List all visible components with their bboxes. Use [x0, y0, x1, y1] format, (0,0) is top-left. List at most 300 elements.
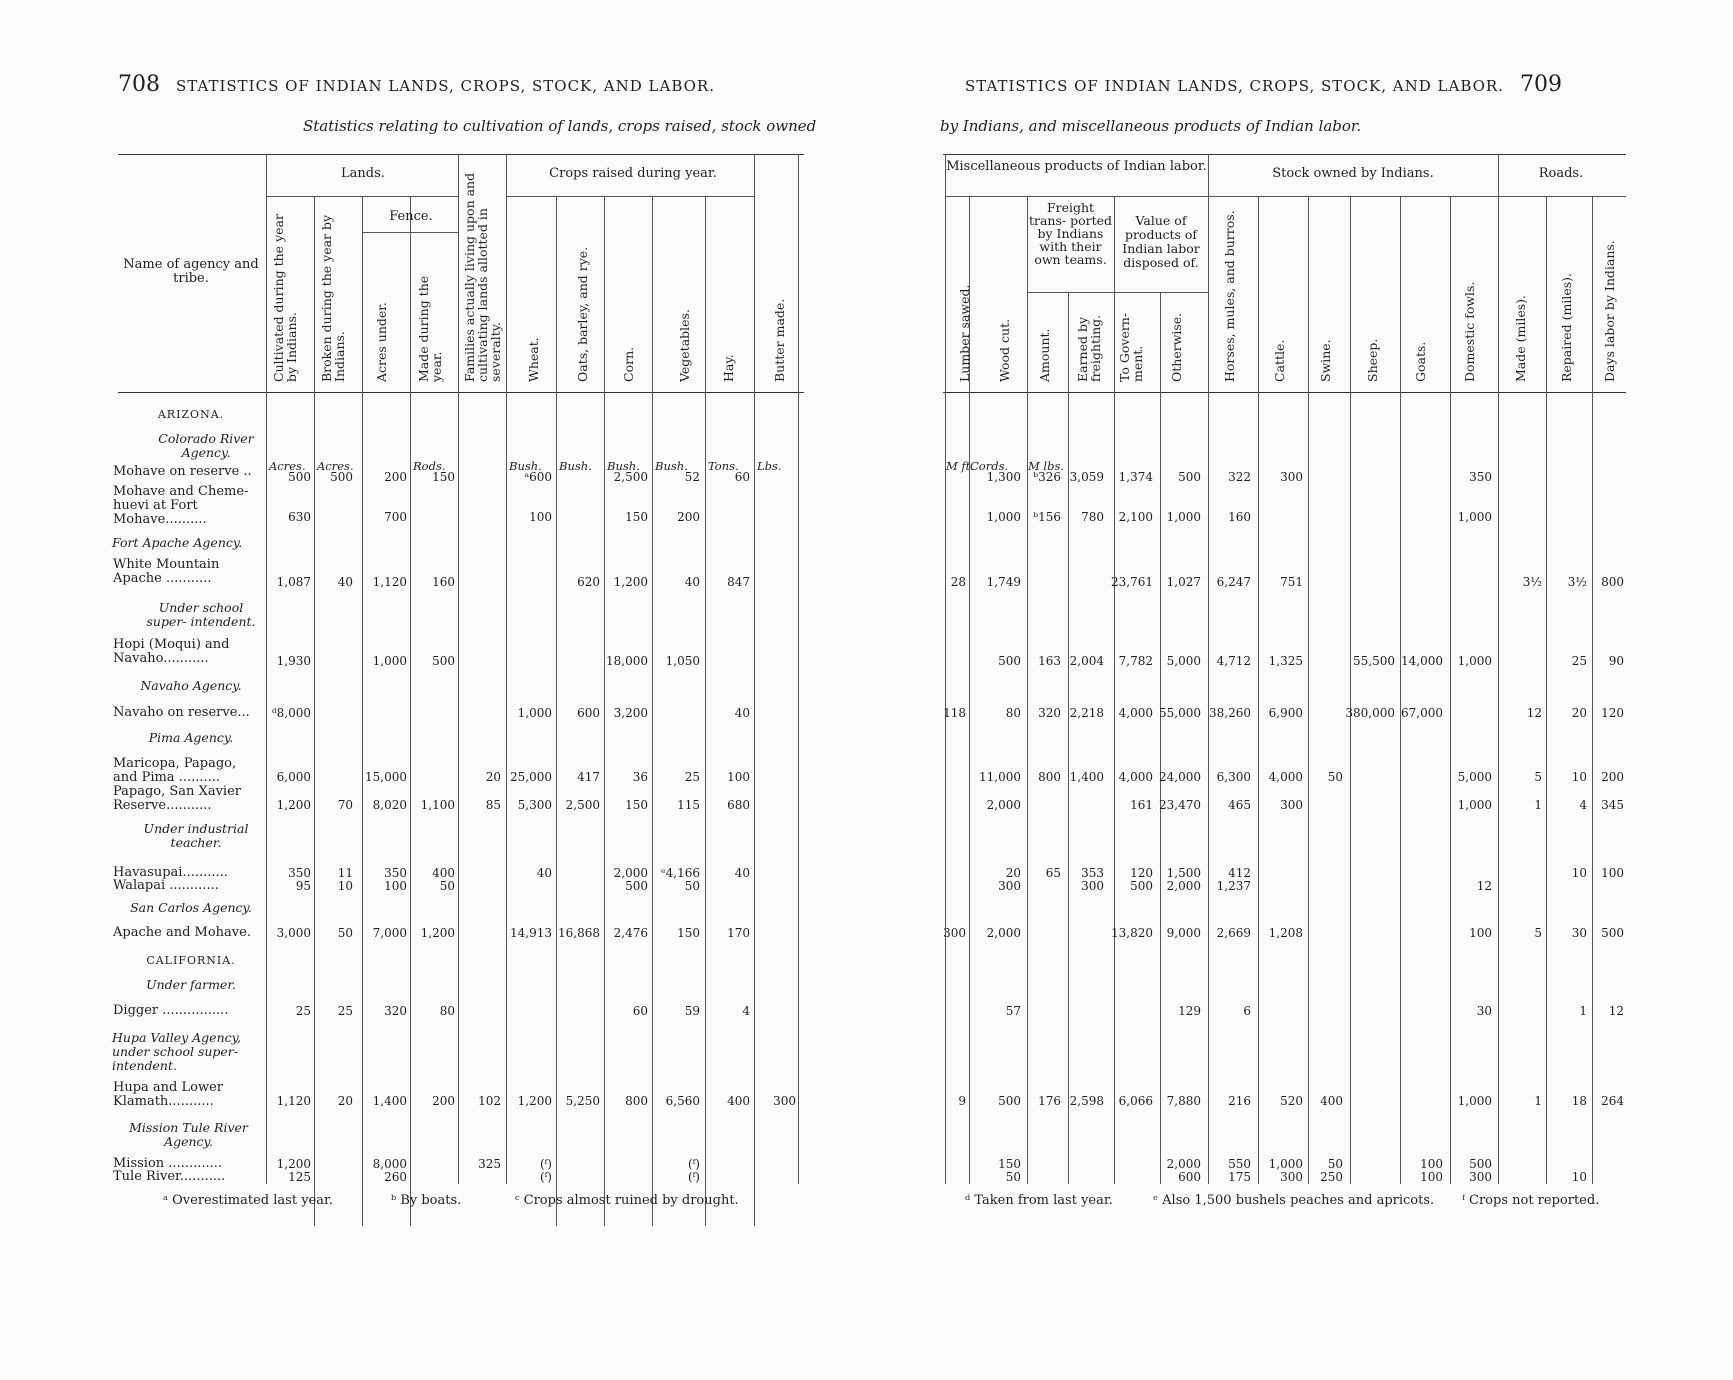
cell-value: 14,913: [510, 926, 552, 940]
cell-value: 118: [943, 706, 966, 720]
header-divider: [506, 196, 754, 197]
cell-value: 500: [330, 470, 353, 484]
cell-value: 5,300: [517, 798, 552, 812]
col-divider: [1027, 196, 1028, 1184]
cell-value: 1,120: [372, 575, 407, 589]
cell-value: 200: [432, 1094, 455, 1108]
cell-value: ᵉ4,166: [661, 866, 700, 880]
name-column-header: Name of agency and tribe.: [123, 257, 259, 286]
cell-value: 520: [1280, 1094, 1303, 1108]
cell-value: 300: [773, 1094, 796, 1108]
cell-value: 6,560: [665, 1094, 700, 1108]
col-broken: Broken during the year by Indians.: [319, 214, 347, 382]
cell-value: 2,000: [1166, 879, 1201, 893]
cell-value: 59: [684, 1004, 700, 1018]
cell-value: 216: [1228, 1094, 1251, 1108]
cell-value: 1,000: [372, 654, 407, 668]
cell-value: 11,000: [979, 770, 1021, 784]
cell-value: 14,000: [1401, 654, 1443, 668]
cell-value: 13,820: [1111, 926, 1153, 940]
cell-value: 40: [734, 706, 750, 720]
col-to-gov: To Govern- ment.: [1117, 312, 1145, 382]
col-divider: [1350, 196, 1351, 1184]
col-days-labor: Days labor by Indians.: [1602, 240, 1617, 382]
col-swine: Swine.: [1318, 339, 1333, 382]
cell-value: (ᶠ): [687, 1157, 700, 1171]
cell-value: 320: [1038, 706, 1061, 720]
cell-value: 350: [288, 866, 311, 880]
cell-value: 200: [384, 470, 407, 484]
cell-value: 1,000: [1457, 510, 1492, 524]
cell-value: 50: [439, 879, 455, 893]
cell-value: 4: [742, 1004, 750, 1018]
cell-value: (ᶠ): [539, 1170, 552, 1184]
cell-value: 150: [625, 798, 648, 812]
cell-value: 150: [677, 926, 700, 940]
cell-value: 1,200: [613, 575, 648, 589]
col-made-miles: Made (miles).: [1513, 294, 1528, 382]
cell-value: 129: [1178, 1004, 1201, 1018]
cell-value: 500: [1130, 879, 1153, 893]
cell-value: 264: [1601, 1094, 1624, 1108]
cell-value: 1,300: [986, 470, 1021, 484]
left-page-number: 708: [118, 72, 160, 97]
cell-value: 5,000: [1166, 654, 1201, 668]
col-divider: [1308, 196, 1309, 1184]
cell-value: 10: [1571, 1170, 1587, 1184]
cell-value: 15,000: [365, 770, 407, 784]
cell-value: 412: [1228, 866, 1251, 880]
cell-value: 5,000: [1457, 770, 1492, 784]
cell-value: 751: [1280, 575, 1303, 589]
cell-value: 353: [1081, 866, 1104, 880]
cell-value: 1,000: [1166, 510, 1201, 524]
section-under-farmer: Under farmer.: [146, 977, 236, 992]
roads-header: Roads.: [1538, 166, 1584, 181]
cell-value: 1,200: [276, 798, 311, 812]
unit-label: Bush.: [509, 459, 542, 473]
col-divider: [604, 196, 605, 1226]
unit-label: Lbs.: [757, 459, 782, 473]
cell-value: 50: [684, 879, 700, 893]
cell-value: 80: [439, 1004, 455, 1018]
row-name: Mohave and Cheme- huevi at Fort Mohave..........: [113, 484, 249, 527]
cell-value: ᵃ600: [524, 470, 552, 484]
cell-value: 175: [1228, 1170, 1251, 1184]
cell-value: 500: [998, 1094, 1021, 1108]
cell-value: 250: [1320, 1170, 1343, 1184]
cell-value: 18,000: [606, 654, 648, 668]
col-divider: [754, 196, 755, 1226]
col-hay: Hay.: [721, 354, 736, 382]
cell-value: 320: [384, 1004, 407, 1018]
col-made-fence: Made during the year.: [416, 275, 444, 382]
cell-value: 620: [577, 575, 600, 589]
section-hupa-valley: Hupa Valley Agency, under school super- intendent.: [112, 1030, 241, 1073]
cell-value: 30: [1476, 1004, 1492, 1018]
cell-value: 417: [577, 770, 600, 784]
cell-value: 1,500: [1166, 866, 1201, 880]
cell-value: 630: [288, 510, 311, 524]
col-divider: [266, 154, 267, 1184]
unit-label: Bush.: [655, 459, 688, 473]
cell-value: 7,880: [1166, 1094, 1201, 1108]
cell-value: 600: [1178, 1170, 1201, 1184]
cell-value: 380,000: [1345, 706, 1395, 720]
cell-value: 1,400: [1069, 770, 1104, 784]
cell-value: (ᶠ): [539, 1157, 552, 1171]
cell-value: 115: [677, 798, 700, 812]
cell-value: 1,400: [372, 1094, 407, 1108]
cell-value: 11: [337, 866, 353, 880]
cell-value: 160: [432, 575, 455, 589]
cell-value: 40: [684, 575, 700, 589]
cell-value: 25: [684, 770, 700, 784]
fence-header: Fence.: [389, 209, 433, 224]
cell-value: 36: [632, 770, 648, 784]
section-colorado-river: Colorado River Agency.: [158, 431, 254, 460]
cell-value: 1,050: [665, 654, 700, 668]
col-divider: [705, 196, 706, 1226]
cell-value: 1,000: [517, 706, 552, 720]
row-name: White Mountain Apache ...........: [113, 557, 220, 586]
row-name: Havasupai...........: [113, 865, 228, 880]
cell-value: 6,000: [276, 770, 311, 784]
cell-value: 6,066: [1118, 1094, 1153, 1108]
col-cultivated: Cultivated during the year by Indians.: [271, 214, 299, 382]
col-divider: [1160, 292, 1161, 1184]
section-industrial: Under industrial teacher.: [143, 821, 249, 850]
col-cattle: Cattle.: [1272, 339, 1287, 382]
footnote-e: ᵉ Also 1,500 bushels peaches and apricots.: [1153, 1193, 1435, 1208]
cell-value: 120: [1130, 866, 1153, 880]
cell-value: 1,000: [1457, 654, 1492, 668]
row-name: Digger ................: [113, 1003, 229, 1018]
cell-value: 3½: [1522, 575, 1542, 589]
section-arizona: ARIZONA.: [157, 408, 225, 421]
cell-value: 4,000: [1118, 706, 1153, 720]
cell-value: 20: [1005, 866, 1021, 880]
cell-value: 260: [384, 1170, 407, 1184]
col-fowls: Domestic fowls.: [1462, 281, 1477, 382]
col-divider: [556, 196, 557, 1226]
cell-value: 55,500: [1353, 654, 1395, 668]
cell-value: 6,300: [1216, 770, 1251, 784]
cell-value: ᵈ8,000: [271, 706, 311, 720]
cell-value: 2,598: [1069, 1094, 1104, 1108]
row-name: Hupa and Lower Klamath...........: [113, 1080, 223, 1109]
cell-value: 300: [1469, 1170, 1492, 1184]
cell-value: 10: [337, 879, 353, 893]
section-pima: Pima Agency.: [148, 730, 234, 745]
cell-value: 6,247: [1216, 575, 1251, 589]
cell-value: 40: [536, 866, 552, 880]
right-header-bottom-rule: [943, 392, 1626, 393]
cell-value: 20: [485, 770, 501, 784]
cell-value: 100: [384, 879, 407, 893]
cell-value: 50: [1005, 1170, 1021, 1184]
col-divider: [458, 154, 459, 1184]
unit-label: Acres.: [269, 459, 306, 473]
cell-value: 50: [337, 926, 353, 940]
left-page-title: STATISTICS OF INDIAN LANDS, CROPS, STOCK, AND LABOR.: [176, 77, 715, 95]
cell-value: 1,000: [1268, 1157, 1303, 1171]
cell-value: 12: [1476, 879, 1492, 893]
cell-value: 847: [727, 575, 750, 589]
cell-value: 3,059: [1069, 470, 1104, 484]
col-butter: Butter made.: [772, 298, 787, 382]
unit-label: Rods.: [413, 459, 446, 473]
cell-value: 120: [1601, 706, 1624, 720]
cell-value: 5: [1534, 770, 1542, 784]
cell-value: 1,000: [986, 510, 1021, 524]
cell-value: 1,930: [276, 654, 311, 668]
left-page-header: [118, 72, 715, 97]
cell-value: 25,000: [510, 770, 552, 784]
cell-value: 10: [1571, 866, 1587, 880]
footnote-d: ᵈ Taken from last year.: [965, 1193, 1113, 1208]
col-divider: [1400, 196, 1401, 1184]
cell-value: 500: [1601, 926, 1624, 940]
cell-value: 200: [1601, 770, 1624, 784]
cell-value: 23,470: [1159, 798, 1201, 812]
cell-value: 80: [1005, 706, 1021, 720]
cell-value: 5: [1534, 926, 1542, 940]
col-divider: [1114, 196, 1115, 1184]
unit-label: M lbs.: [1028, 459, 1065, 473]
col-oats: Oats, barley, and rye.: [575, 246, 590, 382]
col-divider: [1258, 196, 1259, 1184]
cell-value: 800: [1601, 575, 1624, 589]
left-top-rule: [118, 154, 804, 155]
unit-label: Tons.: [708, 459, 739, 473]
col-divider: [1068, 292, 1069, 1184]
col-otherwise: Otherwise.: [1169, 312, 1184, 382]
unit-label: Bush.: [559, 459, 592, 473]
cell-value: 500: [288, 470, 311, 484]
cell-value: 160: [1228, 510, 1251, 524]
col-amount: Amount.: [1037, 328, 1052, 382]
cell-value: 5,250: [565, 1094, 600, 1108]
cell-value: 8,000: [372, 1157, 407, 1171]
cell-value: 28: [950, 575, 966, 589]
cell-value: 1,374: [1118, 470, 1153, 484]
misc-products-header: Miscellaneous products of Indian labor.: [946, 159, 1207, 174]
col-divider: [314, 196, 315, 1226]
cell-value: 1,200: [517, 1094, 552, 1108]
cell-value: 12: [1608, 1004, 1624, 1018]
unit-label: Cords.: [970, 459, 1009, 473]
row-name: Mohave on reserve ..: [113, 464, 252, 479]
section-san-carlos: San Carlos Agency.: [130, 900, 252, 915]
cell-value: 1,325: [1268, 654, 1303, 668]
col-divider: [798, 154, 799, 1184]
cell-value: 400: [1320, 1094, 1343, 1108]
col-divider: [1450, 196, 1451, 1184]
col-divider: [1208, 196, 1209, 1184]
section-school-supt: Under school super- intendent.: [146, 600, 256, 629]
cell-value: 100: [1601, 866, 1624, 880]
cell-value: 2,000: [613, 866, 648, 880]
cell-value: 100: [529, 510, 552, 524]
cell-value: 325: [478, 1157, 501, 1171]
cell-value: 2,100: [1118, 510, 1153, 524]
cell-value: 125: [288, 1170, 311, 1184]
cell-value: 9,000: [1166, 926, 1201, 940]
cell-value: 300: [1280, 1170, 1303, 1184]
cell-value: 2,476: [613, 926, 648, 940]
cell-value: 85: [485, 798, 501, 812]
cell-value: 500: [1469, 1157, 1492, 1171]
section-fort-apache: Fort Apache Agency.: [112, 535, 243, 550]
row-name: Mission .............: [113, 1156, 223, 1171]
cell-value: 100: [727, 770, 750, 784]
cell-value: 4: [1579, 798, 1587, 812]
cell-value: 8,020: [372, 798, 407, 812]
footnote-f: ᶠ Crops not reported.: [1462, 1193, 1600, 1208]
cell-value: 1,200: [276, 1157, 311, 1171]
cell-value: 1,208: [1268, 926, 1303, 940]
cell-value: 7,000: [372, 926, 407, 940]
cell-value: 55,000: [1159, 706, 1201, 720]
cell-value: 6: [1243, 1004, 1251, 1018]
col-divider: [945, 154, 946, 1184]
section-california: CALIFORNIA.: [146, 954, 236, 967]
col-divider: [1498, 196, 1499, 1184]
cell-value: 300: [1280, 798, 1303, 812]
cell-value: 16,868: [558, 926, 600, 940]
col-goats: Goats.: [1413, 341, 1428, 382]
cell-value: 9: [958, 1094, 966, 1108]
cell-value: 1: [1534, 1094, 1542, 1108]
cell-value: 2,669: [1216, 926, 1251, 940]
cell-value: 52: [684, 470, 700, 484]
cell-value: 90: [1608, 654, 1624, 668]
cell-value: 1,120: [276, 1094, 311, 1108]
col-wheat: Wheat.: [526, 337, 541, 382]
cell-value: 200: [677, 510, 700, 524]
row-name: Hopi (Moqui) and Navaho...........: [113, 637, 230, 666]
cell-value: 500: [625, 879, 648, 893]
cell-value: 600: [577, 706, 600, 720]
right-top-rule: [943, 154, 1626, 155]
cell-value: 67,000: [1401, 706, 1443, 720]
cell-value: 2,500: [613, 470, 648, 484]
cell-value: 10: [1571, 770, 1587, 784]
cell-value: 300: [1081, 879, 1104, 893]
cell-value: 780: [1081, 510, 1104, 524]
cell-value: 25: [295, 1004, 311, 1018]
cell-value: ᵇ326: [1033, 470, 1061, 484]
unit-label: M ft.: [946, 459, 974, 473]
col-wood: Wood cut.: [997, 318, 1012, 382]
cell-value: 1,237: [1216, 879, 1251, 893]
cell-value: ᵇ156: [1033, 510, 1061, 524]
cell-value: 300: [1280, 470, 1303, 484]
cell-value: 550: [1228, 1157, 1251, 1171]
cell-value: 60: [632, 1004, 648, 1018]
cell-value: 102: [478, 1094, 501, 1108]
row-name: Walapai ............: [113, 878, 219, 893]
cell-value: 350: [384, 866, 407, 880]
cell-value: 1,000: [1457, 798, 1492, 812]
col-divider: [362, 196, 363, 1226]
cell-value: 100: [1420, 1157, 1443, 1171]
header-divider: [1027, 292, 1208, 293]
footnote-b: ᵇ By boats.: [391, 1193, 462, 1208]
col-divider: [1592, 196, 1593, 1184]
col-divider: [410, 196, 411, 1226]
right-page-title: STATISTICS OF INDIAN LANDS, CROPS, STOCK, AND LABOR.: [965, 77, 1504, 95]
cell-value: 1,749: [986, 575, 1021, 589]
cell-value: 20: [1571, 706, 1587, 720]
cell-value: 95: [295, 879, 311, 893]
cell-value: 2,218: [1069, 706, 1104, 720]
col-earned: Earned by freighting.: [1075, 314, 1103, 382]
row-name: Navaho on reserve...: [113, 705, 250, 720]
row-name: Maricopa, Papago, and Pima ..........: [113, 756, 237, 785]
cell-value: 150: [432, 470, 455, 484]
cell-value: 25: [1571, 654, 1587, 668]
cell-value: 1,027: [1166, 575, 1201, 589]
col-divider: [1546, 196, 1547, 1184]
col-divider: [652, 196, 653, 1226]
cell-value: 40: [734, 866, 750, 880]
cell-value: 70: [337, 798, 353, 812]
cell-value: 300: [998, 879, 1021, 893]
cell-value: 350: [1469, 470, 1492, 484]
cell-value: 400: [727, 1094, 750, 1108]
col-divider: [506, 154, 507, 1184]
right-page-number: 709: [1520, 72, 1562, 97]
col-sheep: Sheep.: [1365, 338, 1380, 382]
cell-value: 700: [384, 510, 407, 524]
cell-value: 50: [1327, 1157, 1343, 1171]
cell-value: 465: [1228, 798, 1251, 812]
footnote-c: ᶜ Crops almost ruined by drought.: [515, 1193, 739, 1208]
cell-value: 2,004: [1069, 654, 1104, 668]
lands-header: Lands.: [341, 166, 385, 181]
cell-value: 3½: [1567, 575, 1587, 589]
cell-value: 23,761: [1111, 575, 1153, 589]
footnote-a: ᵃ Overestimated last year.: [163, 1193, 333, 1208]
col-families: Families actually living upon and cultivating lands allotted in severalty.: [462, 172, 503, 382]
cell-value: 65: [1045, 866, 1061, 880]
cell-value: 30: [1571, 926, 1587, 940]
cell-value: 38,260: [1209, 706, 1251, 720]
header-divider: [945, 196, 1626, 197]
cell-value: 4,000: [1268, 770, 1303, 784]
cell-value: 163: [1038, 654, 1061, 668]
cell-value: 6,900: [1268, 706, 1303, 720]
freight-header: Freight trans- ported by Indians with their own teams.: [1028, 200, 1113, 267]
cell-value: 2,000: [986, 798, 1021, 812]
cell-value: 50: [1327, 770, 1343, 784]
crops-header: Crops raised during year.: [549, 166, 717, 181]
cell-value: 100: [1420, 1170, 1443, 1184]
row-name: Apache and Mohave.: [113, 925, 251, 940]
cell-value: 2,000: [1166, 1157, 1201, 1171]
cell-value: 800: [1038, 770, 1061, 784]
left-header-bottom-rule: [118, 392, 804, 393]
cell-value: 60: [734, 470, 750, 484]
cell-value: 20: [337, 1094, 353, 1108]
cell-value: 1: [1534, 798, 1542, 812]
cell-value: 18: [1571, 1094, 1587, 1108]
cell-value: 176: [1038, 1094, 1061, 1108]
cell-value: 1: [1579, 1004, 1587, 1018]
col-corn: Corn.: [621, 346, 636, 382]
